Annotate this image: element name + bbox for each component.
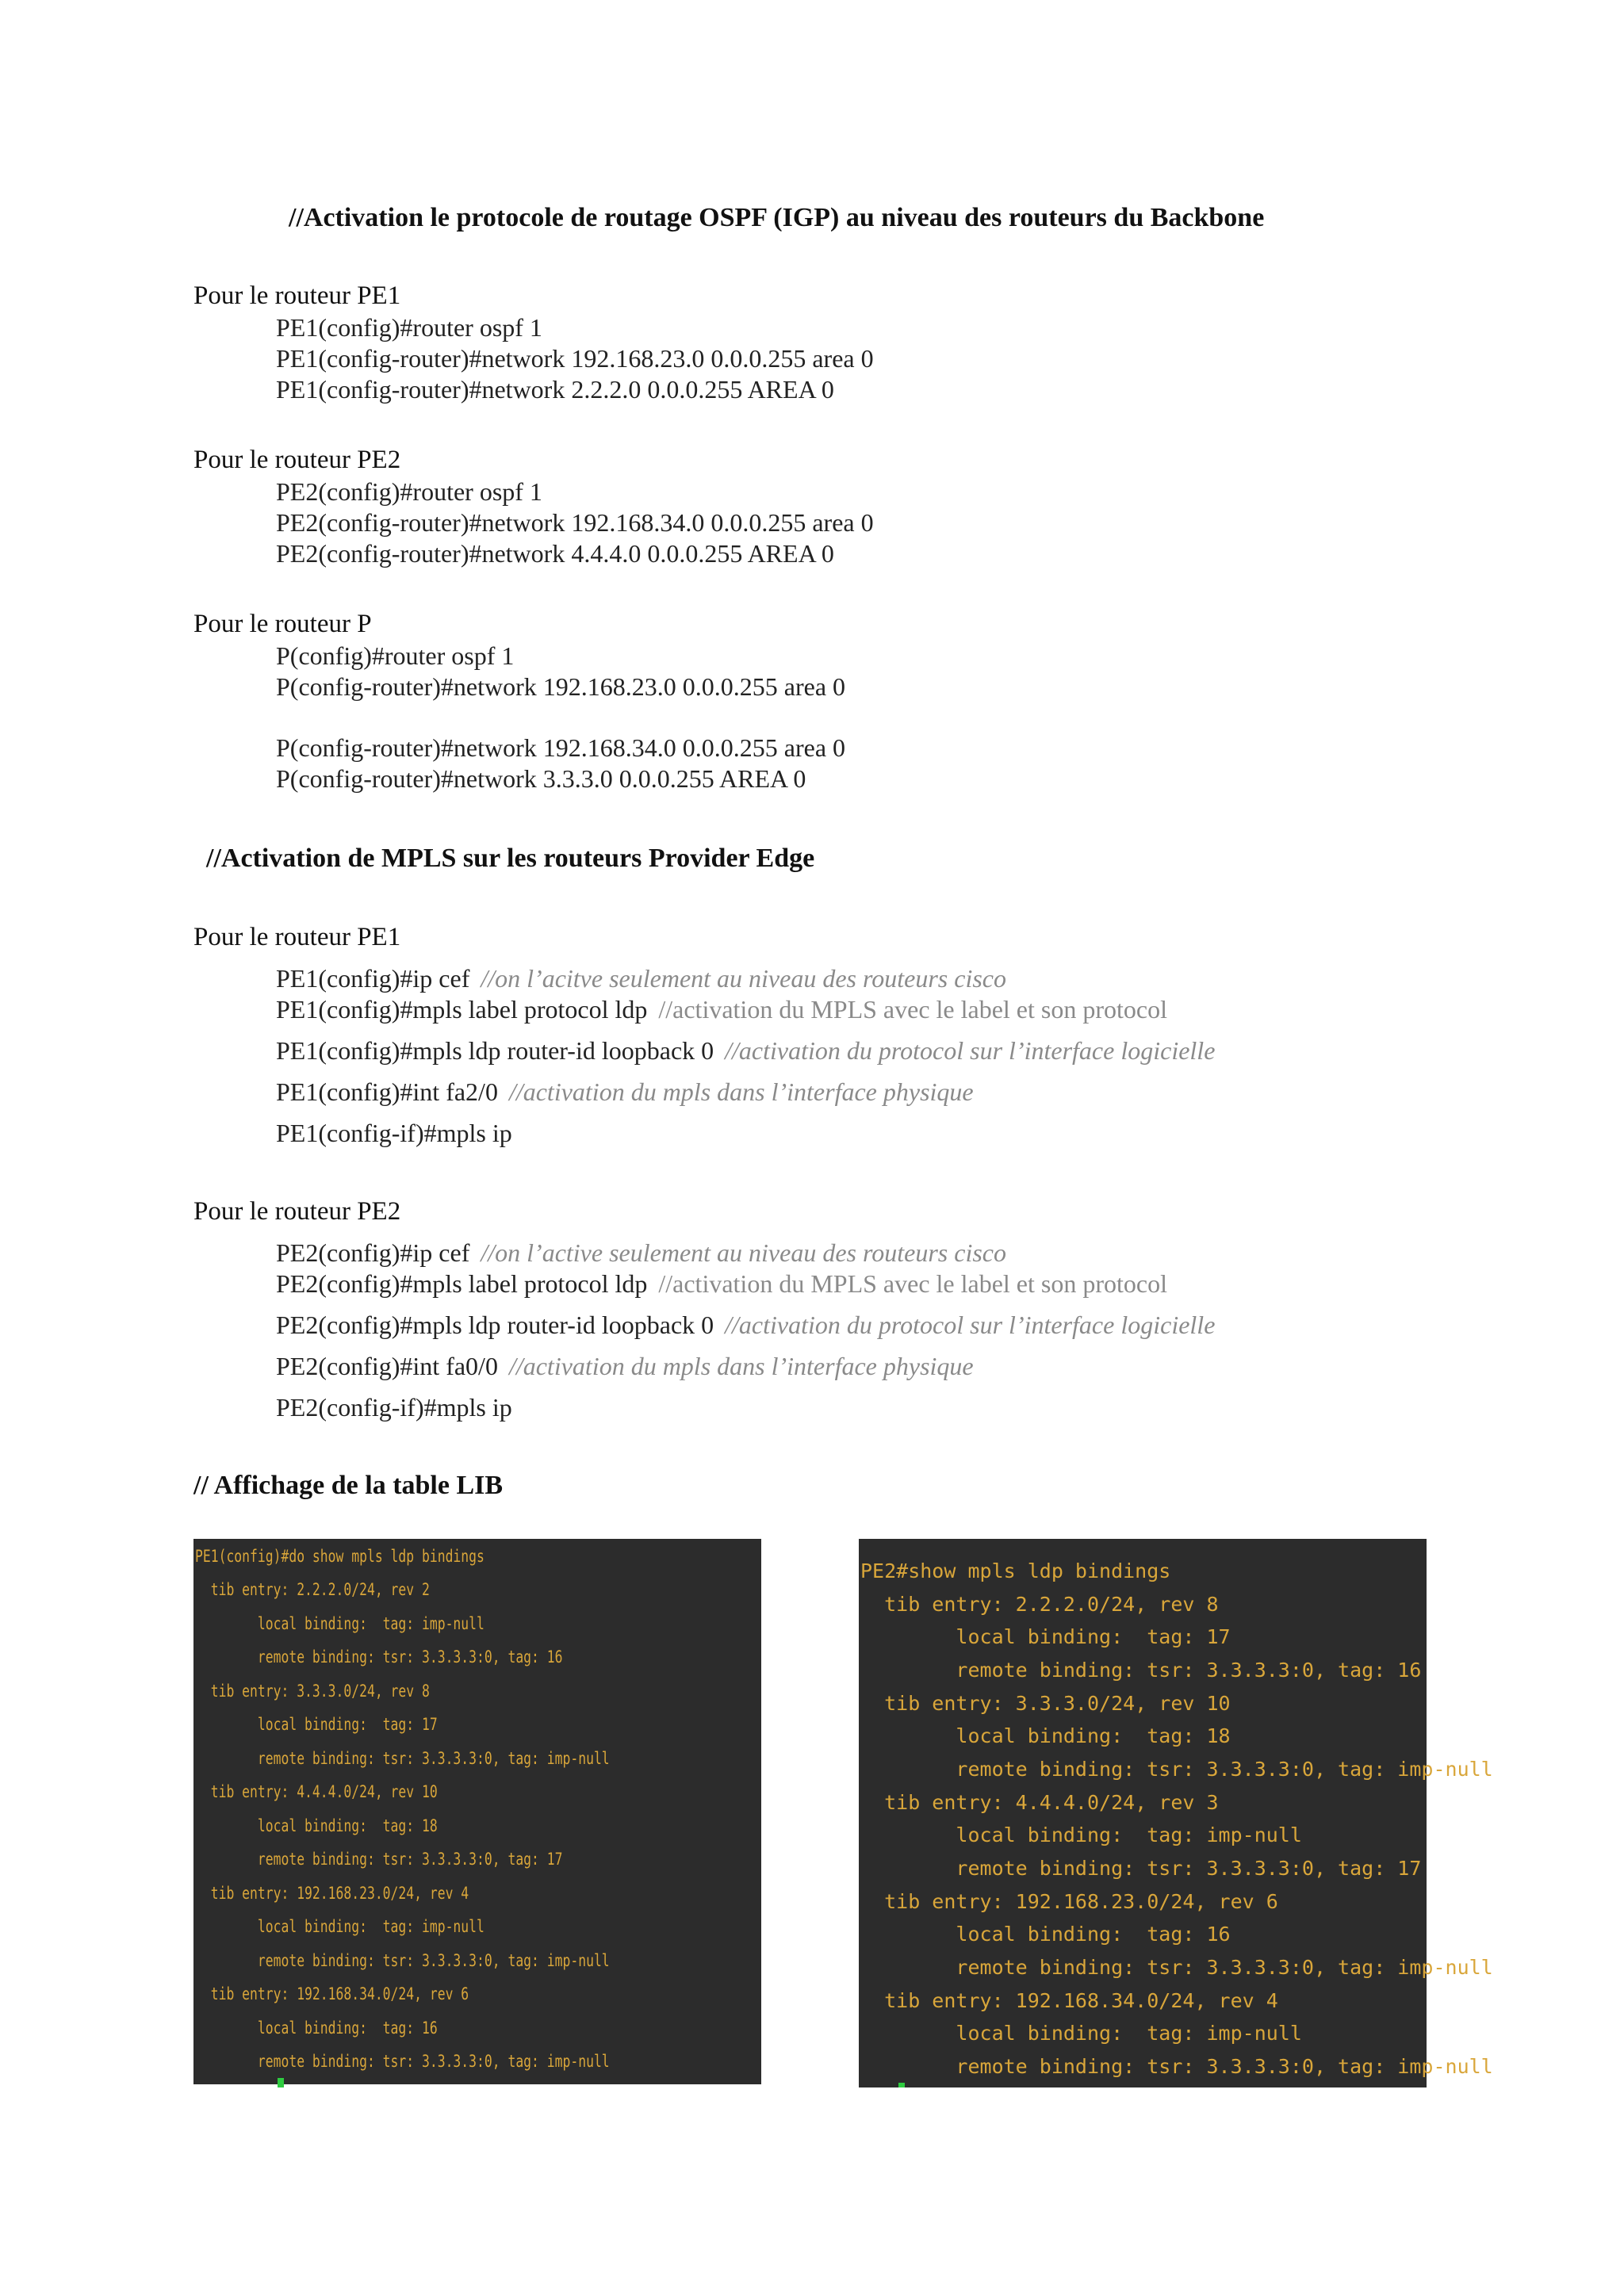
mpls-pe2-label: Pour le routeur PE2 <box>193 1197 401 1226</box>
mpls-pe1-line: PE1(config)#mpls ldp router-id loopback 0 //activation du protocol sur l’interface logicielle <box>276 1036 1216 1065</box>
terminal-line: remote binding: tsr: 3.3.3.3:0, tag: imp-null <box>195 2052 610 2071</box>
terminal-line: local binding: tag: 18 <box>195 1816 438 1835</box>
mpls-pe2-line: PE2(config)#mpls label protocol ldp //activation du MPLS avec le label et son protocol <box>276 1269 1167 1298</box>
ospf-p-cmd: P(config-router)#network 192.168.34.0 0.0.0.255 area 0 <box>276 733 846 762</box>
terminal-line: tib entry: 192.168.23.0/24, rev 4 <box>195 1884 469 1903</box>
terminal-cursor <box>278 2078 284 2087</box>
ospf-p-cmd: P(config-router)#network 192.168.23.0 0.0.0.255 area 0 <box>276 672 846 701</box>
terminal-line: local binding: tag: imp-null <box>195 1614 485 1633</box>
terminal-line: local binding: tag: imp-null <box>860 2022 1302 2045</box>
terminal-line: local binding: tag: 17 <box>195 1715 438 1734</box>
ospf-pe2-cmd: PE2(config-router)#network 192.168.34.0 0.0.0.255 area 0 <box>276 508 874 537</box>
terminal-line: tib entry: 4.4.4.0/24, rev 3 <box>860 1791 1219 1814</box>
terminal-line: tib entry: 2.2.2.0/24, rev 8 <box>860 1593 1219 1616</box>
terminal-line: remote binding: tsr: 3.3.3.3:0, tag: 16 <box>195 1647 563 1667</box>
terminal-line: remote binding: tsr: 3.3.3.3:0, tag: imp-null <box>860 1758 1493 1781</box>
terminal-line: remote binding: tsr: 3.3.3.3:0, tag: imp-null <box>195 1749 610 1768</box>
mpls-heading: //Activation de MPLS sur les routeurs Provider Edge <box>206 844 815 873</box>
terminal-line: tib entry: 3.3.3.0/24, rev 8 <box>195 1682 430 1701</box>
terminal-line: tib entry: 192.168.34.0/24, rev 6 <box>195 1984 469 2003</box>
terminal-line: remote binding: tsr: 3.3.3.3:0, tag: 16 <box>860 1659 1422 1682</box>
terminal-line: PE2#show mpls ldp bindings <box>860 1559 1171 1582</box>
terminal-pe2-screenshot <box>859 1539 1493 2087</box>
ospf-heading: //Activation le protocole de routage OSPF (IGP) au niveau des routeurs du Backbone <box>289 203 1265 232</box>
terminal-line: local binding: tag: 16 <box>860 1923 1231 1946</box>
mpls-pe1-label: Pour le routeur PE1 <box>193 923 401 951</box>
ospf-pe1-label: Pour le routeur PE1 <box>193 281 401 310</box>
mpls-pe1-line: PE1(config)#ip cef //on l’acitve seulement au niveau des routeurs cisco <box>276 964 1006 993</box>
terminal-line: tib entry: 3.3.3.0/24, rev 10 <box>860 1692 1231 1715</box>
terminal-line: local binding: tag: imp-null <box>860 1823 1302 1846</box>
terminal-line: tib entry: 4.4.4.0/24, rev 10 <box>195 1782 438 1801</box>
ospf-p-cmd: P(config)#router ospf 1 <box>276 641 515 670</box>
mpls-pe1-line: PE1(config)#mpls label protocol ldp //activation du MPLS avec le label et son protocol <box>276 995 1167 1024</box>
terminal-line: tib entry: 192.168.23.0/24, rev 6 <box>860 1890 1278 1913</box>
terminal-line: local binding: tag: 17 <box>860 1625 1231 1648</box>
ospf-pe2-cmd: PE2(config)#router ospf 1 <box>276 477 542 506</box>
terminal-line: local binding: tag: 16 <box>195 2019 438 2038</box>
terminal-line: tib entry: 192.168.34.0/24, rev 4 <box>860 1989 1278 2012</box>
ospf-pe2-label: Pour le routeur PE2 <box>193 446 401 474</box>
terminal-cursor <box>898 2083 905 2087</box>
ospf-p-cmd: P(config-router)#network 3.3.3.0 0.0.0.255 AREA 0 <box>276 764 806 793</box>
mpls-pe1-line: PE1(config)#int fa2/0 //activation du mpls dans l’interface physique <box>276 1077 974 1106</box>
ospf-p-label: Pour le routeur P <box>193 610 372 638</box>
terminal-line: local binding: tag: 18 <box>860 1724 1231 1747</box>
terminal-line: PE1(config)#do show mpls ldp bindings <box>195 1547 485 1566</box>
mpls-pe2-line: PE2(config-if)#mpls ip <box>276 1393 512 1422</box>
terminal-line: remote binding: tsr: 3.3.3.3:0, tag: imp-null <box>860 2055 1493 2078</box>
mpls-pe2-line: PE2(config)#ip cef //on l’active seulement au niveau des routeurs cisco <box>276 1238 1006 1267</box>
terminal-line: tib entry: 2.2.2.0/24, rev 2 <box>195 1580 430 1599</box>
terminal-line: remote binding: tsr: 3.3.3.3:0, tag: imp-null <box>195 1951 610 1970</box>
mpls-pe2-line: PE2(config)#int fa0/0 //activation du mpls dans l’interface physique <box>276 1352 974 1380</box>
ospf-pe1-cmd: PE1(config)#router ospf 1 <box>276 313 542 342</box>
lib-heading: // Affichage de la table LIB <box>193 1471 504 1500</box>
ospf-pe1-cmd: PE1(config-router)#network 192.168.23.0 0.0.0.255 area 0 <box>276 344 874 373</box>
terminal-line: remote binding: tsr: 3.3.3.3:0, tag: 17 <box>860 1857 1422 1880</box>
terminal-line: local binding: tag: imp-null <box>195 1917 485 1936</box>
mpls-pe1-line: PE1(config-if)#mpls ip <box>276 1119 512 1147</box>
terminal-pe1-screenshot <box>193 1539 761 2084</box>
ospf-pe2-cmd: PE2(config-router)#network 4.4.4.0 0.0.0.255 AREA 0 <box>276 539 834 568</box>
mpls-pe2-line: PE2(config)#mpls ldp router-id loopback 0 //activation du protocol sur l’interface logicielle <box>276 1311 1216 1339</box>
terminal-line: remote binding: tsr: 3.3.3.3:0, tag: imp-null <box>860 1956 1493 1979</box>
terminal-line: remote binding: tsr: 3.3.3.3:0, tag: 17 <box>195 1850 563 1869</box>
ospf-pe1-cmd: PE1(config-router)#network 2.2.2.0 0.0.0.255 AREA 0 <box>276 375 834 404</box>
